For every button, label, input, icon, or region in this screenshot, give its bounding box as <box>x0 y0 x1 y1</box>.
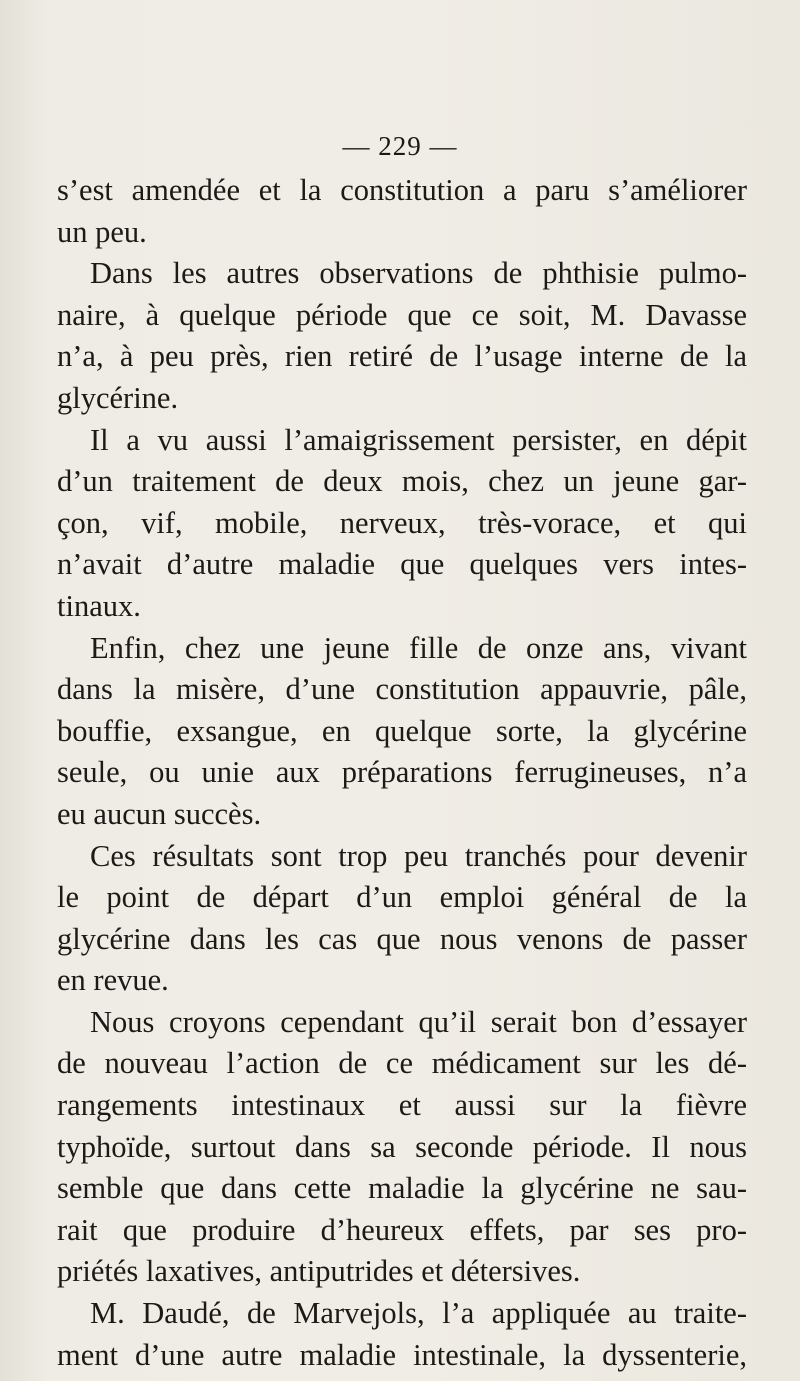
text-line: rangements intestinaux et aussi sur la fièvre <box>57 1088 747 1123</box>
text-line: glycérine. <box>57 380 179 415</box>
text-line: naire, à quelque période que ce soit, M. Davasse <box>57 297 747 332</box>
text-line: Nous croyons cependant qu’il serait bon d’essayer <box>90 1004 747 1039</box>
text-line: le point de départ d’un emploi général de la <box>57 880 747 915</box>
text-line: s’est amendée et la constitution a paru s’améliorer <box>57 173 747 207</box>
text-line: çon, vif, mobile, nerveux, très-vorace, et qui <box>57 505 747 540</box>
text-line: tinaux. <box>57 588 141 623</box>
text-line: typhoïde, surtout dans sa seconde période. Il nous <box>57 1129 747 1164</box>
text-line: ment d’une autre maladie intestinale, la dyssenterie, <box>57 1337 747 1372</box>
text-line: Dans les autres observations de phthisie pulmo- <box>90 256 747 291</box>
text-line: semble que dans cette maladie la glycérine ne sau- <box>57 1171 747 1206</box>
body-text <box>57 170 747 1376</box>
text-line: eu aucun succès. <box>57 796 262 831</box>
text-line: priétés laxatives, antiputrides et détersives. <box>57 1254 581 1289</box>
text-line: un peu. <box>57 214 147 249</box>
text-line: Ces résultats sont trop peu tranchés pour devenir <box>90 838 747 873</box>
text-line: en revue. <box>57 963 169 998</box>
text-line: bouffie, exsangue, en quelque sorte, la glycérine <box>57 713 747 748</box>
text-line: n’a, à peu près, rien retiré de l’usage interne de la <box>57 339 747 374</box>
text-line: d’un traitement de deux mois, chez un jeune gar- <box>57 464 747 499</box>
text-line: rait que produire d’heureux effets, par ses pro- <box>57 1212 747 1247</box>
text-line: glycérine dans les cas que nous venons de passer <box>57 921 747 956</box>
text-line: de nouveau l’action de ce médicament sur les dé- <box>57 1046 747 1081</box>
text-line: M. Daudé, de Marvejols, l’a appliquée au traite- <box>90 1296 747 1331</box>
text-line: Enfin, chez une jeune fille de onze ans, vivant <box>90 630 747 665</box>
text-line: Il a vu aussi l’amaigrissement persister, en dépit <box>90 422 747 457</box>
text-line: dans la misère, d’une constitution appauvrie, pâle, <box>57 672 747 707</box>
page-number: — 229 — <box>342 131 458 161</box>
text-line: n’avait d’autre maladie que quelques vers intes- <box>57 547 747 582</box>
text-line: seule, ou unie aux préparations ferrugineuses, n’a <box>57 755 747 790</box>
